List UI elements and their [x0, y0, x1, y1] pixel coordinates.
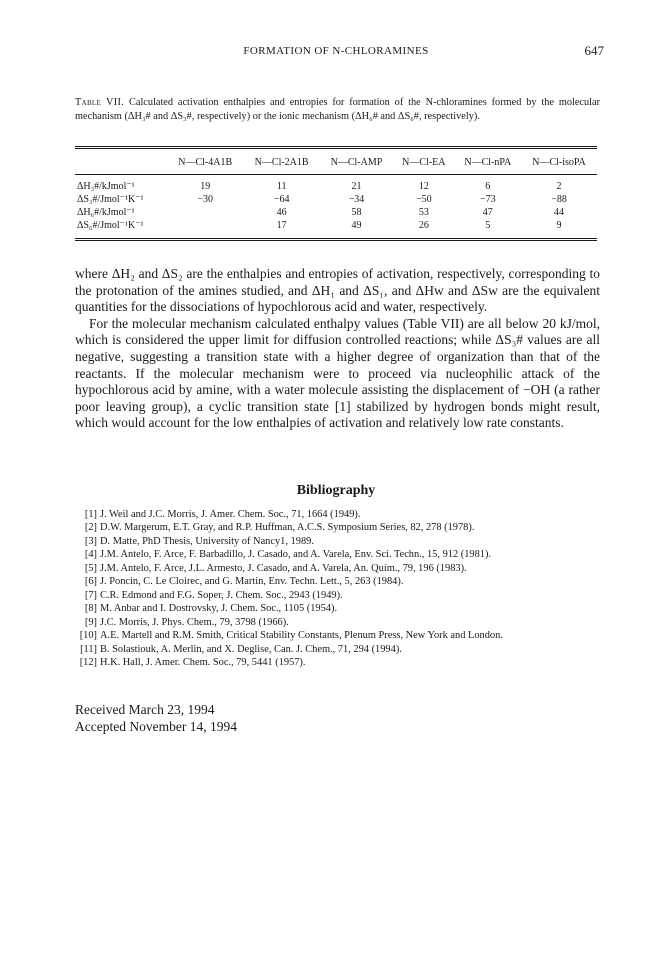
- table-cell: 53: [418, 207, 429, 218]
- entry-number: [3]: [84, 535, 97, 547]
- entry-text: C.R. Edmond and F.G. Soper, J. Chem. Soc., 2943 (1949).: [100, 589, 343, 601]
- entry-text: B. Solastiouk, A. Merlin, and X. Deglise, Can. J. Chem., 71, 294 (1994).: [100, 643, 402, 655]
- entry-number: [7]: [84, 589, 97, 601]
- entry-number: [12]: [79, 656, 97, 668]
- table-cell: [167, 206, 243, 219]
- table-cell: 46: [276, 207, 287, 218]
- table-row-label: ΔS₃#/Jmol⁻¹K⁻¹: [77, 194, 144, 205]
- table-row: [75, 219, 597, 240]
- table-cell: −50: [416, 194, 432, 205]
- table-header-cell: N—Cl-nPA: [455, 148, 521, 175]
- entry-number: [11]: [80, 643, 97, 655]
- entry-text: H.K. Hall, J. Amer. Chem. Soc., 79, 5441 (1957).: [100, 656, 306, 668]
- table-cell: 2: [556, 181, 562, 192]
- entry-number: [10]: [79, 630, 97, 642]
- table-cell: −73: [479, 194, 496, 205]
- entry-text: D.W. Margerum, E.T. Gray, and R.P. Huffman, A.C.S. Symposium Series, 82, 278 (1978).: [100, 522, 475, 534]
- table-header-cell: N—Cl-AMP: [320, 148, 393, 175]
- bibliography-list: [75, 508, 600, 669]
- entry-number: [8]: [84, 603, 97, 615]
- entry-text: D. Matte, PhD Thesis, University of Nancy1, 1989.: [100, 535, 314, 547]
- table-header-cell: N—Cl-EA: [393, 148, 454, 175]
- table-cell: 44: [554, 207, 565, 218]
- table-cell: 17: [276, 220, 287, 231]
- entry-text: J. Weil and J.C. Morris, J. Amer. Chem. Soc., 71, 1664 (1949).: [100, 509, 361, 520]
- accepted-date: Accepted November 14, 1994: [75, 718, 237, 734]
- bibliography-entry: [75, 589, 600, 602]
- table-caption-label: Table VII.: [75, 97, 125, 108]
- table-row: [75, 193, 597, 206]
- bibliography-entry: [75, 616, 600, 629]
- table-cell: −34: [348, 194, 365, 205]
- table-cell: 12: [418, 181, 429, 192]
- table-cell: 49: [351, 220, 362, 231]
- table-cell: [167, 219, 243, 240]
- table-caption-text: Calculated activation enthalpies and entropies for formation of the N-chloramines formed by the molecular mechanism (ΔH₃# and ΔS₃#, respectively) or the ionic mechanism (ΔH₆# and ΔS₆#, respectively).: [75, 97, 601, 122]
- entry-number: [5]: [84, 562, 97, 574]
- bibliography-entry: [75, 643, 600, 656]
- entry-text: J.C. Morris, J. Phys. Chem., 79, 3798 (1966).: [100, 616, 289, 628]
- table-row: [75, 206, 597, 219]
- bibliography-entry: [75, 575, 600, 588]
- entry-text: M. Anbar and I. Dostrovsky, J. Chem. Soc., 1105 (1954).: [100, 603, 338, 615]
- table-cell: 26: [418, 220, 429, 231]
- entry-number: [2]: [84, 522, 97, 534]
- table-cell: 6: [485, 181, 491, 192]
- entry-text: A.E. Martell and R.M. Smith, Critical Stability Constants, Plenum Press, New York and London.: [100, 630, 503, 642]
- table-cell: 47: [482, 207, 493, 218]
- bibliography-entry: [75, 629, 600, 642]
- table-cell: −88: [551, 194, 567, 205]
- entry-number: [9]: [84, 616, 97, 628]
- table-row-label: ΔH₃#/kJmol⁻¹: [77, 181, 135, 192]
- table-header-cell: N—Cl-4A1B: [167, 148, 243, 175]
- bibliography-entry: [75, 521, 600, 534]
- entry-number: [1]: [84, 509, 97, 520]
- table-header-cell: N—Cl-isoPA: [521, 148, 597, 175]
- bibliography-entry: [75, 535, 600, 548]
- bibliography-entry: [75, 562, 600, 575]
- received-dates: [75, 702, 237, 735]
- bibliography-entry: [75, 602, 600, 615]
- entry-text: J.M. Antelo, F. Arce, J.L. Armesto, J. Casado, and A. Varela, An. Quím., 79, 196 (1983).: [100, 562, 467, 574]
- body-paragraph: where ΔH₂ and ΔS₂ are the enthalpies and entropies of activation, respectively, corresponding to the protonation of the amines studied, and ΔH₁ and ΔS₁, and ΔHw and ΔSw are the equivalent quantities for the dissociations of hypochlorous acid and water, respectively.: [75, 266, 600, 315]
- table-cell: 5: [485, 220, 491, 231]
- table-cell: −64: [273, 194, 290, 205]
- body-paragraph: For the molecular mechanism calculated enthalpy values (Table VII) are all below 20 kJ/mol, which is considered the upper limit for diffusion controlled reactions; while ΔS₃# values are all negative, suggesting a transition state with a higher degree of organization than that of the reactants. If the molecular mechanism were to proceed via nucleophilic attack of the hypochlorous acid by amine, with a water molecule assisting the displacement of −OH (a rather poor leaving group), a cyclic transition state [1] stabilized by hydrogen bonds might result, which would account for the low enthalpies of activation and relatively low rate constants.: [75, 315, 600, 431]
- bibliography-entry: [75, 656, 600, 669]
- body-text: [75, 266, 600, 432]
- table-cell: −30: [197, 194, 214, 205]
- bibliography-entry: [75, 508, 600, 521]
- entry-text: J. Poncin, C. Le Cloirec, and G. Martin, Env. Techn. Lett., 5, 263 (1984).: [100, 576, 404, 588]
- page-number: 647: [584, 43, 604, 58]
- table-cell: 21: [351, 181, 362, 192]
- table-row-label: ΔS₆#/Jmol⁻¹K⁻¹: [77, 220, 144, 231]
- entry-text: J.M. Antelo, F. Arce, F. Barbadillo, J. Casado, and A. Varela, Env. Sci. Techn., 15, 912 (1981).: [100, 549, 492, 561]
- table-cell: 19: [200, 181, 211, 192]
- entry-number: [6]: [84, 576, 97, 588]
- activation-table: [75, 146, 597, 241]
- running-title: FORMATION OF N-CHLORAMINES: [243, 45, 429, 57]
- received-date: Received March 23, 1994: [75, 702, 215, 717]
- bibliography-heading: Bibliography: [296, 483, 376, 498]
- table-row: [75, 175, 597, 194]
- table-caption: [75, 96, 600, 124]
- running-head: [0, 43, 672, 59]
- table-header-cell: [75, 148, 167, 175]
- entry-number: [4]: [84, 549, 97, 561]
- table-cell: 58: [351, 207, 362, 218]
- table-header-row: [75, 148, 597, 175]
- table-cell: 9: [556, 220, 562, 231]
- table-row-label: ΔH₆#/kJmol⁻¹: [77, 207, 135, 218]
- table-cell: 11: [276, 181, 287, 192]
- bibliography-entry: [75, 548, 600, 561]
- table-header-cell: N—Cl-2A1B: [243, 148, 319, 175]
